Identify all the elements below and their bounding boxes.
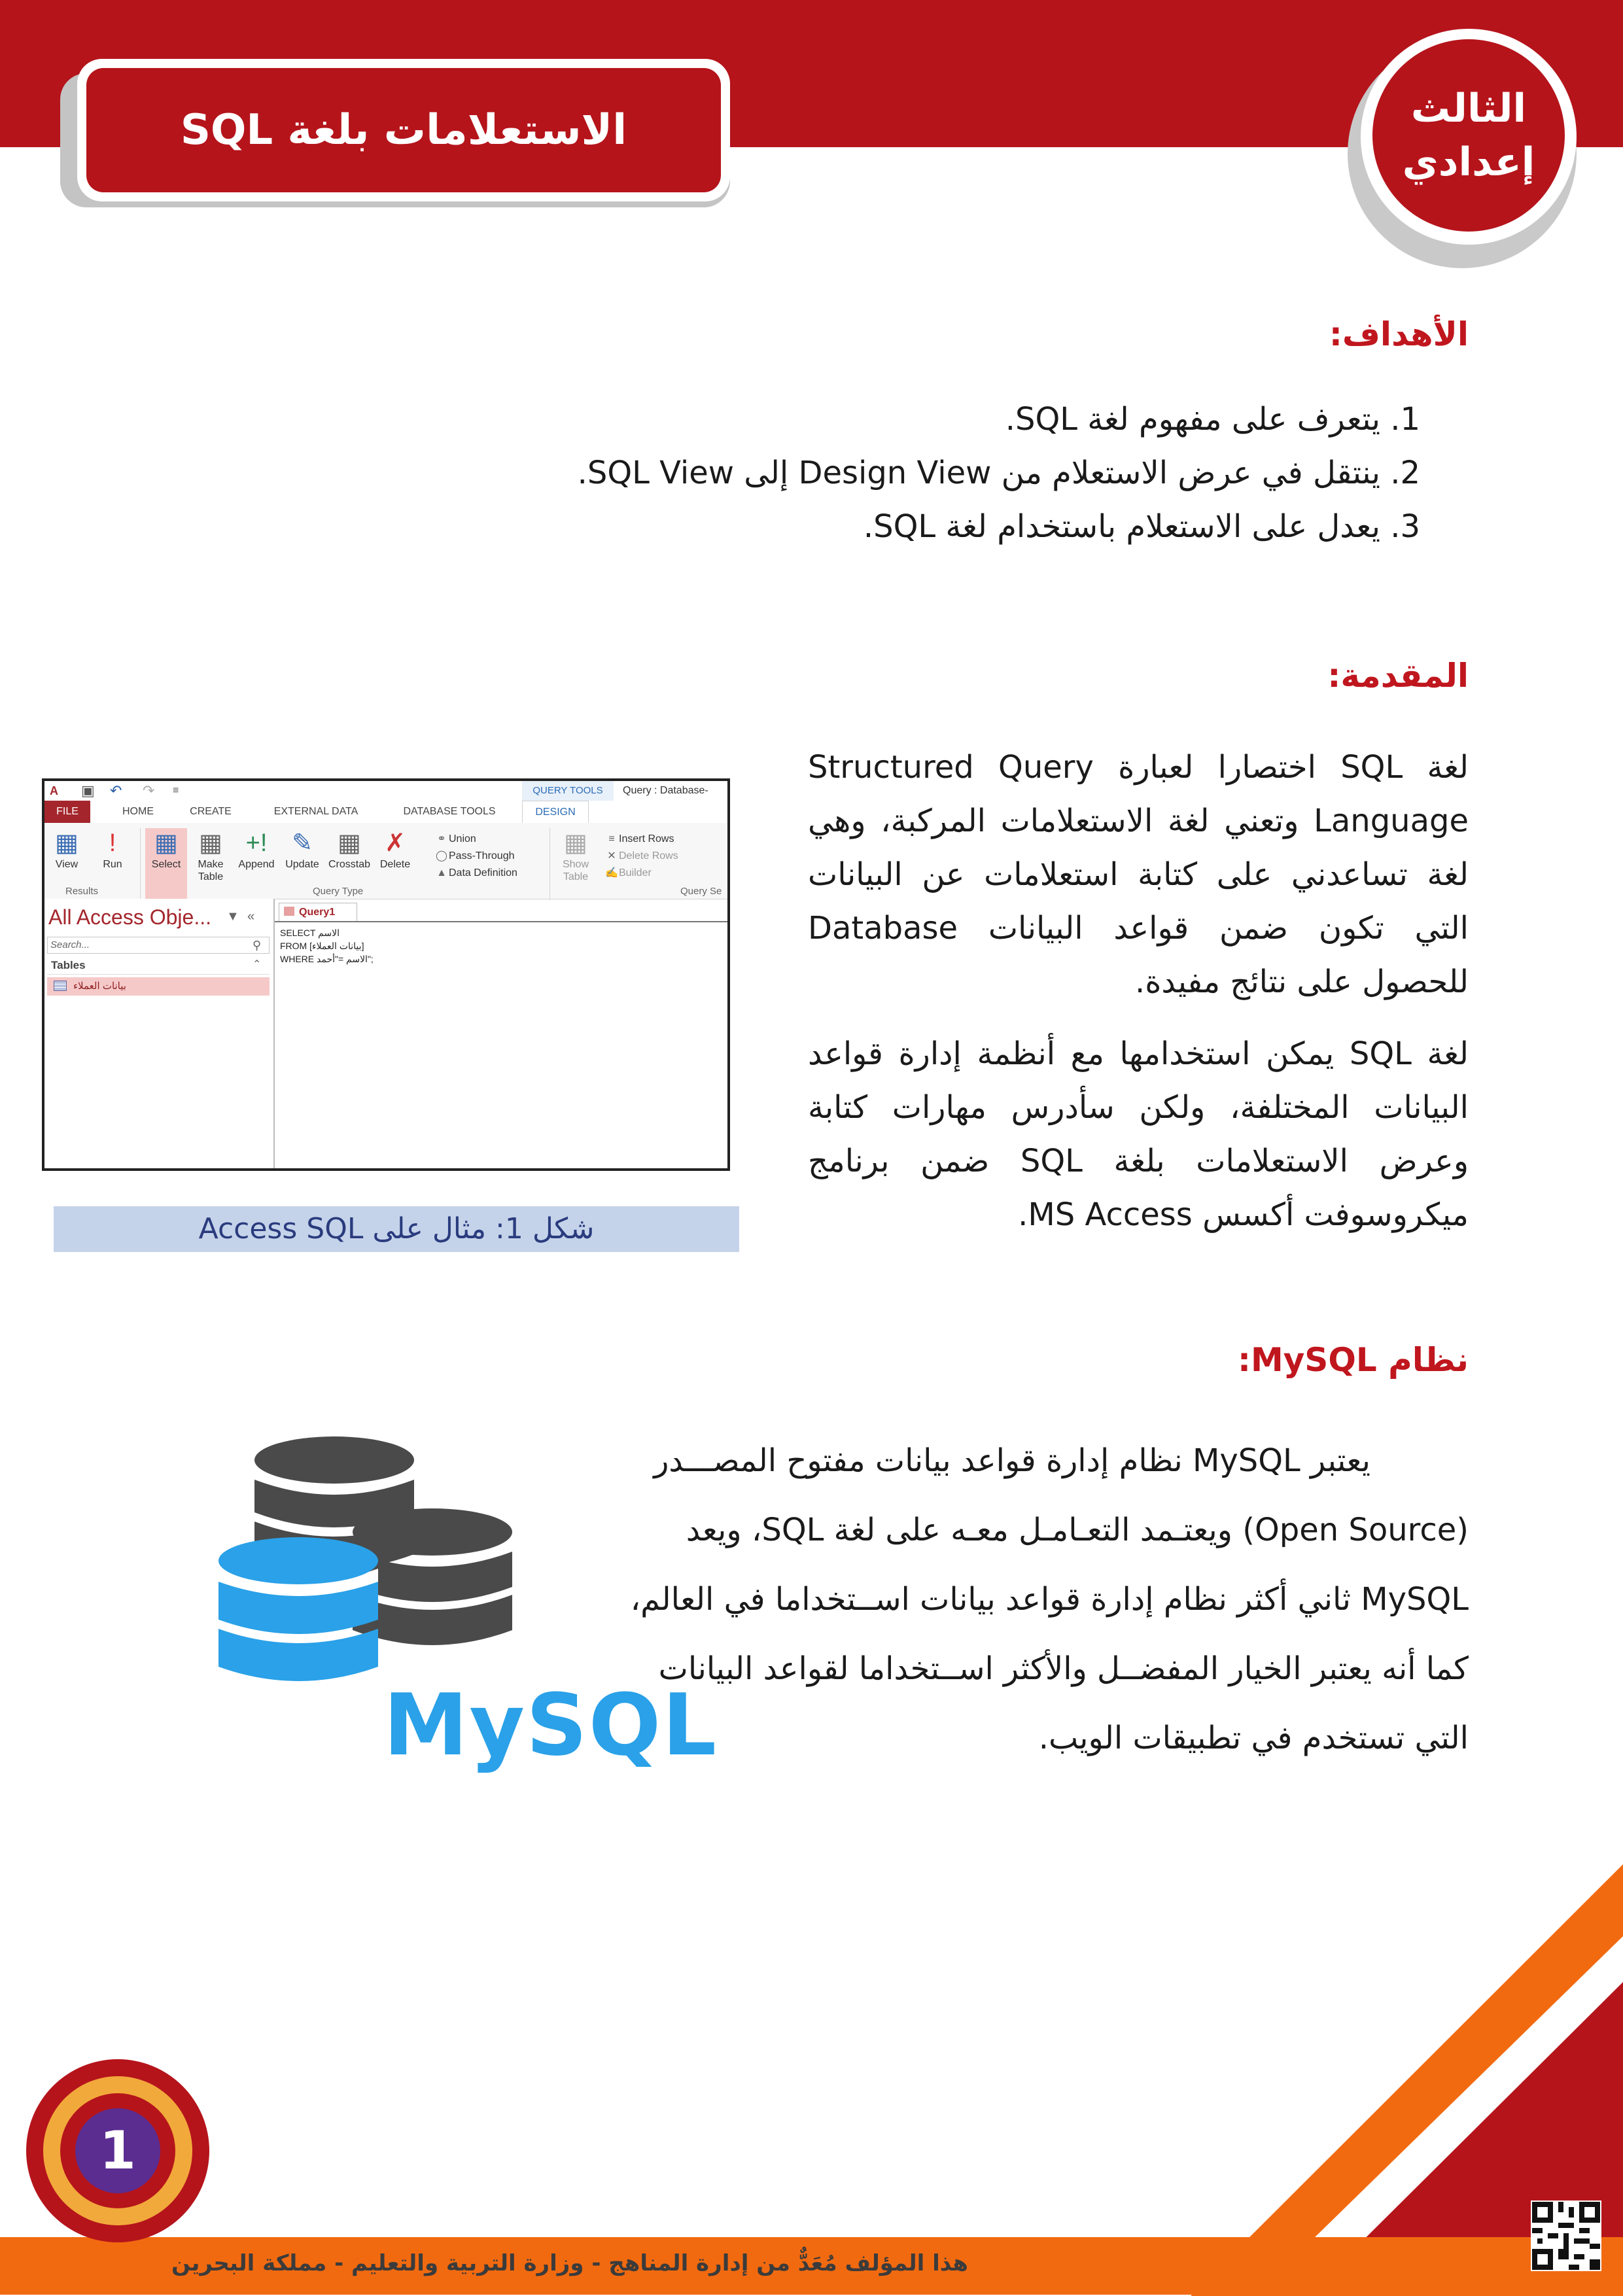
data-definition-label: Data Definition (449, 867, 517, 878)
undo-icon[interactable]: ↶ (110, 782, 122, 799)
figure-caption: شكل 1: مثال على Access SQL (54, 1206, 739, 1252)
goal-item: 1. يتعرف على مفهوم لغة SQL. (1005, 401, 1420, 438)
union-label: Union (449, 833, 476, 844)
insert-rows-icon: ≡ (608, 833, 615, 844)
results-group-label: Results (65, 886, 99, 897)
lesson-title-box (77, 59, 730, 201)
show-table-icon: ▦ (564, 829, 587, 857)
union-button[interactable] (434, 832, 476, 846)
sql-line: WHERE الاسم ="أحمد"; (280, 954, 374, 964)
table-icon (54, 981, 67, 991)
delete-icon: ✗ (385, 829, 406, 857)
qr-code-icon[interactable] (1531, 2200, 1601, 2271)
search-icon[interactable]: ⚲ (253, 939, 262, 952)
pass-through-label: Pass-Through (449, 850, 515, 861)
intro-paragraph-1: لغة SQL اختصارا لعبارة Structured Query Language وتعني لغة الاستعلامات المركبة، وهي لغة تساعدني على كتابة استعلامات عن البيانات التي تكون ضمن قواعد البيانات Database للحصول على نتائج مفيدة. (808, 749, 1469, 1000)
nav-dropdown-icon[interactable]: ▼ (226, 909, 239, 924)
make-table-button[interactable] (190, 828, 232, 900)
delete-label: Delete (379, 859, 411, 870)
update-label: Update (285, 859, 319, 870)
query-setup-group-label: Query Se (680, 886, 722, 897)
grade-line-1: الثالث (1410, 86, 1527, 131)
append-button[interactable] (236, 828, 277, 900)
tab-external-data[interactable]: EXTERNAL DATA (273, 806, 358, 817)
crosstab-icon: ▦ (338, 829, 361, 857)
query-type-group-label: Query Type (313, 886, 364, 897)
sql-line: FROM [بيانات العملاء] (280, 941, 364, 951)
make-table-label-1: Make (198, 859, 224, 870)
select-query-button[interactable] (145, 828, 187, 900)
tables-section-header[interactable]: Tables (47, 956, 270, 975)
goals-list (308, 392, 1420, 553)
save-icon[interactable]: ▣ (81, 782, 95, 799)
mysql-line: MySQL ثاني أكثر نظام إدارة قواعد بيانات اســتخداما في العالم، (630, 1581, 1469, 1618)
union-icon: ⚭ (437, 833, 446, 844)
delete-rows-label: Delete Rows (619, 850, 678, 861)
tab-create[interactable]: CREATE (190, 806, 232, 817)
update-icon: ✎ (292, 829, 313, 857)
mysql-paragraph (630, 1426, 1469, 1773)
mysql-line: (Open Source) ويعتـمد التعـامـل معـه على لغة SQL، ويعد (686, 1512, 1469, 1548)
mysql-logo (207, 1426, 718, 1792)
database-stack-icon (207, 1426, 665, 1714)
select-label: Select (151, 859, 181, 870)
access-screenshot (42, 778, 730, 1171)
data-definition-icon: ▲ (436, 867, 447, 878)
nav-search-input[interactable]: Search... (47, 937, 270, 954)
mysql-heading: نظام MySQL: (1237, 1341, 1469, 1379)
mysql-line: التي تستخدم في تطبيقات الويب. (1038, 1720, 1469, 1756)
footer-credit: هذا المؤلف مُعَدٌّ من إدارة المناهج - وزارة التربية والتعليم - مملكة البحرين (171, 2250, 968, 2276)
crosstab-label: Crosstab (328, 859, 371, 870)
goal-item: 2. ينتقل في عرض الاستعلام من Design View إلى SQL View. (577, 455, 1420, 491)
query1-tab[interactable]: Query1 (279, 903, 357, 921)
builder-label: Builder (619, 867, 652, 878)
goal-item: 3. يعدل على الاستعلام باستخدام لغة SQL. (863, 508, 1420, 545)
view-label: View (55, 859, 79, 870)
select-query-icon: ▦ (154, 829, 178, 857)
make-table-label-2: Table (198, 871, 224, 882)
mysql-line: يعتبر MySQL نظام إدارة قواعد بيانات مفتوح المصـــدر (654, 1442, 1370, 1479)
collapse-section-icon[interactable]: ⌃ (253, 959, 262, 970)
nav-pane-title[interactable]: All Access Obje... (48, 905, 211, 929)
grade-badge (1372, 39, 1565, 232)
grade-line-2: إعدادي (1402, 139, 1535, 185)
show-table-label-1: Show (562, 859, 589, 870)
builder-button[interactable] (604, 866, 652, 880)
run-icon: ! (109, 829, 116, 857)
intro-heading: المقدمة: (1327, 657, 1469, 695)
tab-design[interactable]: DESIGN (522, 801, 589, 824)
query-tools-label: QUERY TOOLS (522, 781, 614, 801)
redo-icon[interactable]: ↷ (143, 782, 155, 799)
globe-icon: ◯ (436, 850, 447, 861)
mysql-logo-text: MySQL (383, 1675, 718, 1775)
view-icon: ▦ (55, 829, 79, 857)
pass-through-button[interactable] (434, 849, 515, 863)
make-table-icon: ▦ (199, 829, 222, 857)
collapse-pane-icon[interactable]: « (247, 909, 255, 924)
run-label: Run (103, 859, 122, 870)
tab-database-tools[interactable]: DATABASE TOOLS (403, 806, 496, 817)
query-icon (284, 907, 294, 916)
tab-file[interactable]: FILE (44, 801, 90, 823)
access-app-icon: A (50, 784, 58, 797)
lesson-title: الاستعلامات بلغة SQL (180, 106, 627, 154)
builder-icon: ✍ (605, 867, 618, 878)
show-table-label-2: Table (563, 871, 589, 882)
lesson-title-banner (86, 68, 721, 192)
show-table-button[interactable] (555, 828, 597, 900)
tab-home[interactable]: HOME (122, 806, 154, 817)
append-label: Append (238, 859, 275, 870)
insert-rows-label: Insert Rows (619, 833, 674, 844)
delete-rows-button[interactable] (604, 849, 678, 863)
page-number: 1 (75, 2108, 160, 2193)
append-icon: +! (245, 829, 268, 857)
window-title: Query : Database- (623, 785, 708, 796)
intro-paragraph-2: لغة SQL يمكن استخدامها مع أنظمة إدارة قواعد البيانات المختلفة، ولكن سأدرس مهارات كتابة وعرض الاستعلامات بلغة SQL ضمن برنامج ميكروسوفت أكسس MS Access. (808, 1035, 1469, 1233)
goals-heading: الأهداف: (1329, 315, 1469, 353)
sql-line: SELECT الاسم (280, 928, 340, 938)
table-item[interactable]: بيانات العملاء (47, 977, 270, 996)
insert-rows-button[interactable] (604, 832, 674, 846)
group-separator (140, 828, 141, 900)
delete-rows-icon: ✕ (607, 850, 616, 861)
data-definition-button[interactable] (434, 866, 517, 880)
customize-toolbar-icon[interactable]: ≡ (173, 785, 179, 796)
mysql-line: كما أنه يعتبر الخيار المفضــل والأكثر اســتخداما لقواعد البيانات (658, 1650, 1469, 1687)
delete-button[interactable] (374, 828, 416, 900)
